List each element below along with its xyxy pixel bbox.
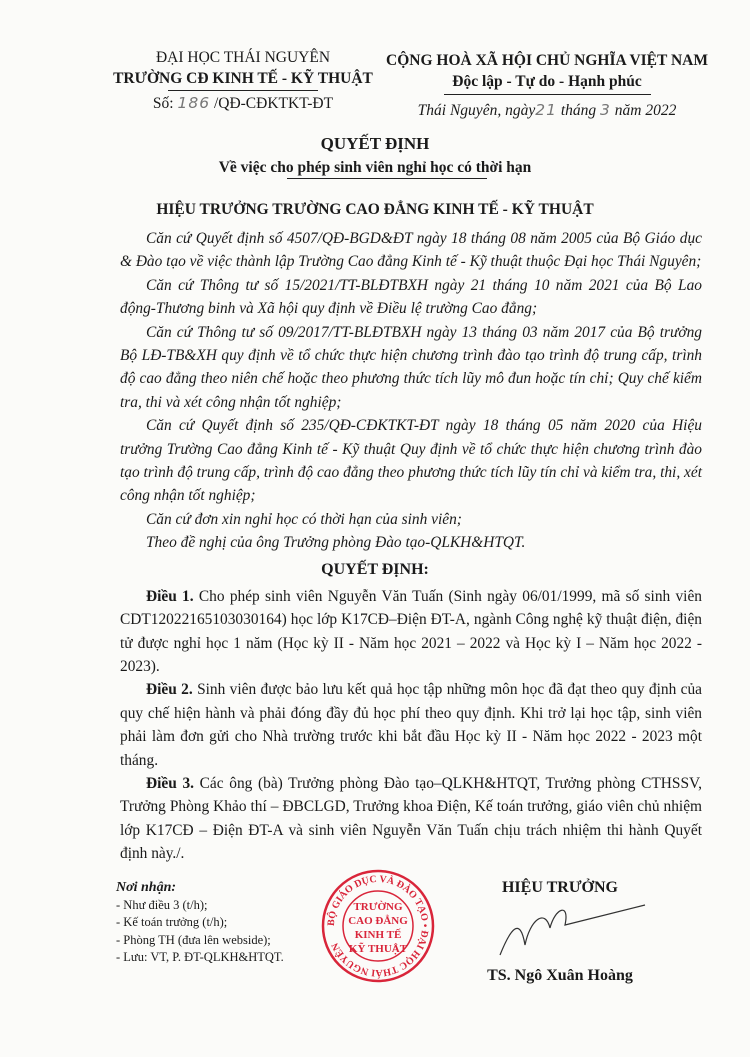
recipients: [116, 878, 316, 967]
date-year: năm 2022: [614, 102, 677, 119]
basis-paragraph: Căn cứ Thông tư số 09/2017/TT-BLĐTBXH ngày 13 tháng 03 năm 2017 của Bộ trưởng Bộ LĐ-TB&XH quy định về tổ chức thực hiện chương trình đào tạo trình độ trung cấp, trình độ cao đẳng theo niên chế hoặc theo phương thức tích lũy mô đun hoặc tín chỉ; Quy chế kiểm tra, thi và xét công nhận tốt nghiệp;: [120, 323, 702, 411]
basis-paragraph: Căn cứ Quyết định số 235/QĐ-CĐKTKT-ĐT ngày 18 tháng 05 năm 2020 của Hiệu trưởng Trường Cao đẳng Kinh tế - Kỹ thuật Quy định về tổ chức thực hiện chương trình đào tạo trình độ trung cấp, trình độ cao đẳng theo phương thức tích lũy tín chỉ và kiểm tra, thi, xét công nhận tốt nghiệp;: [120, 417, 702, 505]
recipient-item: - Lưu: VT, P. ĐT-QLKH&HTQT.: [116, 950, 284, 965]
basis-paragraph: Căn cứ Thông tư số 15/2021/TT-BLĐTBXH ngày 21 tháng 10 năm 2021 của Bộ Lao động-Thương binh và Xã hội quy định về Điều lệ trường Cao đẳng;: [120, 276, 702, 318]
document-footer: [116, 873, 702, 1003]
article: [120, 585, 702, 679]
document-date: [382, 100, 712, 121]
stamp-line: KINH TẾ: [354, 928, 402, 941]
decision-heading: QUYẾT ĐỊNH:: [321, 560, 429, 578]
article-label: Điều 2.: [146, 681, 193, 699]
date-month: 3: [600, 101, 611, 119]
header-left: [108, 47, 378, 89]
authority: HIỆU TRƯỞNG TRƯỜNG CAO ĐẲNG KINH TẾ - KỸ THUẬT: [156, 201, 594, 218]
stamp-line: KỸ THUẬT: [348, 942, 408, 955]
article-text: Cho phép sinh viên Nguyễn Văn Tuấn (Sinh ngày 06/01/1999, mã số sinh viên CDT12022165103030164) học lớp K17CĐ–Điện ĐT-A, ngành Công nghệ kỹ thuật điện, điện tử được nghỉ học 1 năm (Học kỳ II - Năm học 2021 – 2022 và Học kỳ I – Năm học 2022 - 2023).: [120, 587, 702, 675]
divider: [444, 94, 651, 95]
article-text: Sinh viên được bảo lưu kết quả học tập những môn học đã đạt theo quy định của quy chế hiện hành và phải đóng đầy đủ học phí theo quy định. Khi trở lại học tập, sinh viên phải làm đơn gửi cho Nhà trường trước khi bắt đầu Học kỳ II - Năm học 2022 - 2023 một tháng.: [120, 681, 702, 769]
article-label: Điều 3.: [146, 774, 194, 792]
signature-mark: [490, 900, 650, 962]
signer-name: TS. Ngô Xuân Hoàng: [487, 966, 633, 984]
header-right: [382, 50, 712, 92]
basis-paragraph: Căn cứ đơn xin nghỉ học có thời hạn của sinh viên;: [146, 510, 462, 528]
recipient-item: - Như điều 3 (t/h);: [116, 897, 208, 912]
divider: [287, 178, 487, 179]
legal-bases: [120, 227, 702, 555]
basis-paragraph: Theo đề nghị của ông Trưởng phòng Đào tạo-QLKH&HTQT.: [146, 534, 526, 552]
article-text: Các ông (bà) Trưởng phòng Đào tạo–QLKH&HTQT, Trưởng phòng CTHSSV, Trưởng Phòng Khảo thí – ĐBCLGD, Trưởng khoa Điện, Kế toán trưởng, giáo viên chủ nhiệm lớp K17CĐ – Điện ĐT-A và sinh viên Nguyễn Văn Tuấn chịu trách nhiệm thi hành Quyết định này./.: [120, 774, 702, 863]
article-label: Điều 1.: [146, 587, 194, 605]
national-title: CỘNG HOÀ XÃ HỘI CHỦ NGHĨA VIỆT NAM: [386, 52, 708, 69]
document-body: [116, 227, 702, 1003]
document-subtitle: Về việc cho phép sinh viên nghỉ học có thời hạn: [218, 159, 532, 176]
number-suffix: /QĐ-CĐKTKT-ĐT: [213, 95, 334, 112]
recipients-heading: Nơi nhận:: [116, 879, 177, 895]
articles: [120, 585, 702, 866]
divider: [168, 90, 318, 91]
basis-paragraph: Căn cứ Quyết định số 4507/QĐ-BGD&ĐT ngày 18 tháng 08 năm 2005 của Bộ Giáo dục & Đào tạo về việc thành lập Trường Cao đẳng Kinh tế - Kỹ thuật thuộc Đại học Thái Nguyên;: [120, 230, 702, 271]
date-day: 21: [535, 101, 557, 119]
date-place: Thái Nguyên, ngày: [417, 102, 536, 119]
recipient-item: - Phòng TH (đưa lên webside);: [116, 932, 271, 947]
handwritten-number: 186: [177, 94, 211, 112]
signature-position: HIỆU TRƯỞNG: [501, 878, 618, 896]
stamp-outer-text: BỘ GIÁO DỤC VÀ ĐÀO TẠO • ĐẠI HỌC THÁI NGUYÊN: [325, 873, 431, 978]
recipient-item: - Kế toán trưởng (t/h);: [116, 915, 228, 930]
university-name: ĐẠI HỌC THÁI NGUYÊN: [155, 49, 331, 66]
date-month-label: tháng: [560, 102, 597, 119]
stamp-line: CAO ĐẲNG: [348, 914, 408, 927]
document-number: [108, 93, 378, 114]
official-stamp: [320, 868, 436, 984]
national-motto: Độc lập - Tự do - Hạnh phúc: [452, 73, 642, 90]
document-title: QUYẾT ĐỊNH: [320, 134, 430, 153]
article: [120, 678, 702, 772]
article: [120, 772, 702, 866]
stamp-line: TRƯỜNG: [353, 900, 403, 913]
college-name: TRƯỜNG CĐ KINH TẾ - KỸ THUẬT: [113, 70, 373, 87]
signature-block: [450, 878, 670, 998]
number-prefix: Số:: [152, 95, 174, 112]
